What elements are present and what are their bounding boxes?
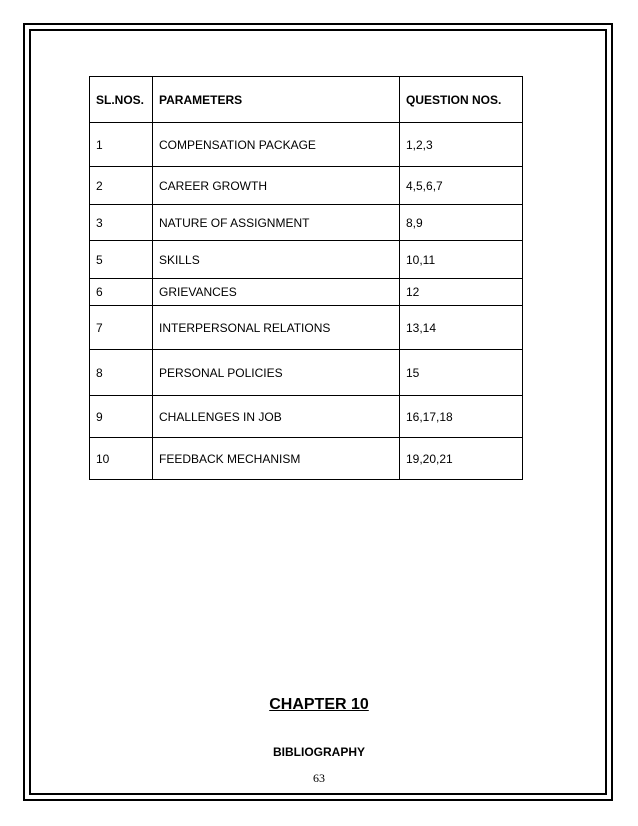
page-number: 63 [313, 771, 325, 785]
cell-parameter: CAREER GROWTH [153, 167, 400, 205]
cell-question-nos: 19,20,21 [400, 438, 523, 480]
cell-question-nos: 4,5,6,7 [400, 167, 523, 205]
cell-parameter: CHALLENGES IN JOB [153, 396, 400, 438]
cell-question-nos: 10,11 [400, 241, 523, 279]
table-row [90, 205, 523, 241]
header-parameters: PARAMETERS [153, 77, 400, 123]
cell-sl-no: 9 [90, 396, 153, 438]
chapter-heading [0, 696, 638, 714]
chapter-heading-text: CHAPTER 10 [269, 696, 369, 713]
table-row [90, 167, 523, 205]
section-heading: BIBLIOGRAPHY [272, 745, 365, 759]
table-row [90, 241, 523, 279]
table-row [90, 350, 523, 396]
table-row [90, 438, 523, 480]
table-row [90, 123, 523, 167]
cell-parameter: GRIEVANCES [153, 279, 400, 306]
table-row [90, 306, 523, 350]
cell-parameter: COMPENSATION PACKAGE [153, 123, 400, 167]
cell-question-nos: 1,2,3 [400, 123, 523, 167]
cell-sl-no: 1 [90, 123, 153, 167]
cell-sl-no: 2 [90, 167, 153, 205]
header-question-nos: QUESTION NOS. [400, 77, 523, 123]
cell-question-nos: 12 [400, 279, 523, 306]
table-row [90, 279, 523, 306]
cell-question-nos: 16,17,18 [400, 396, 523, 438]
table-header-row [90, 77, 523, 123]
cell-parameter: PERSONAL POLICIES [153, 350, 400, 396]
cell-parameter: FEEDBACK MECHANISM [153, 438, 400, 480]
table-row [90, 396, 523, 438]
cell-sl-no: 3 [90, 205, 153, 241]
cell-parameter: INTERPERSONAL RELATIONS [153, 306, 400, 350]
cell-sl-no: 8 [90, 350, 153, 396]
cell-sl-no: 7 [90, 306, 153, 350]
header-sl-nos: SL.NOS. [90, 77, 153, 123]
parameters-table [89, 76, 523, 480]
cell-question-nos: 15 [400, 350, 523, 396]
cell-sl-no: 6 [90, 279, 153, 306]
cell-sl-no: 5 [90, 241, 153, 279]
cell-parameter: SKILLS [153, 241, 400, 279]
cell-parameter: NATURE OF ASSIGNMENT [153, 205, 400, 241]
cell-sl-no: 10 [90, 438, 153, 480]
cell-question-nos: 8,9 [400, 205, 523, 241]
cell-question-nos: 13,14 [400, 306, 523, 350]
